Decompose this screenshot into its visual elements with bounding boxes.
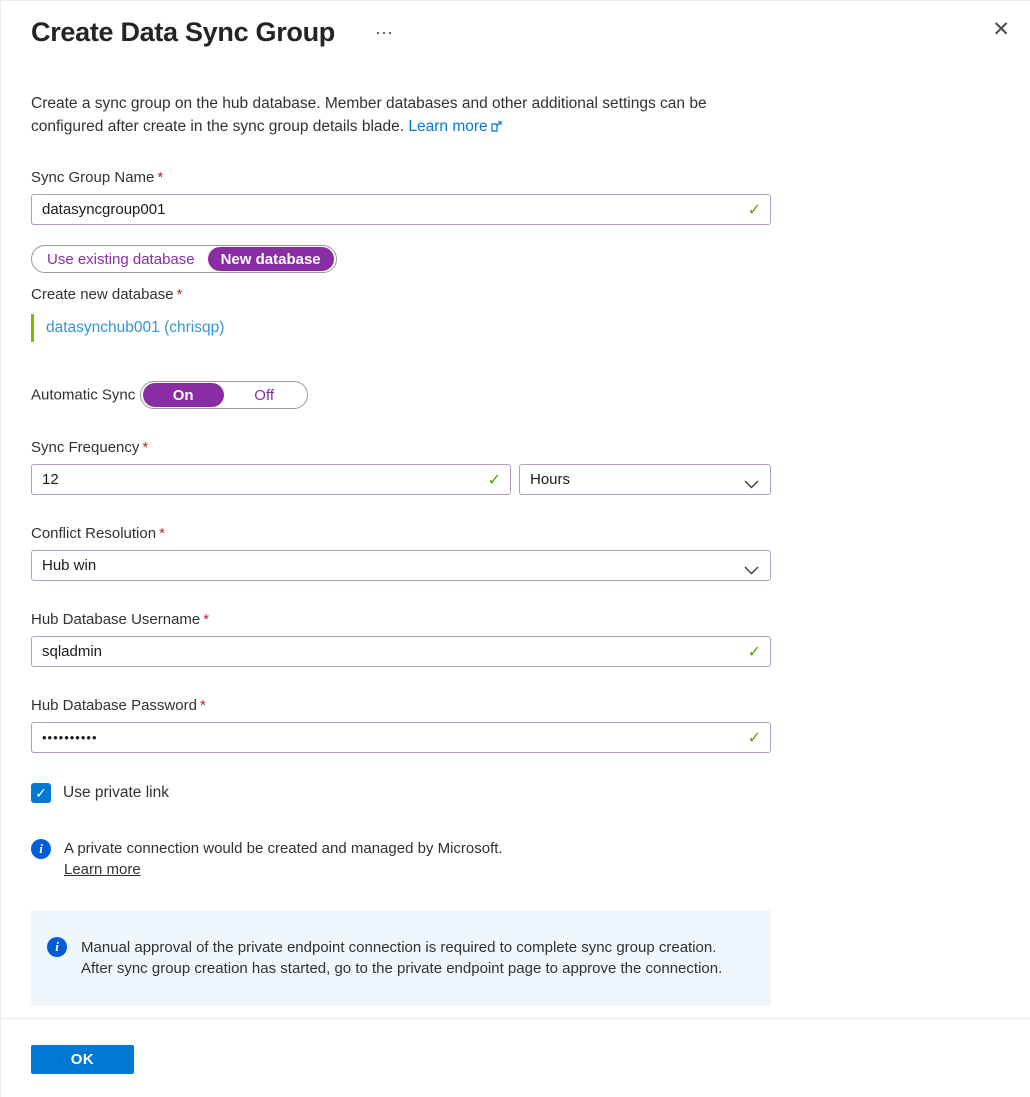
blade-content bbox=[1, 92, 799, 1006]
conflict-resolution-field bbox=[31, 525, 799, 581]
sync-group-name-input[interactable] bbox=[31, 194, 771, 225]
automatic-sync-toggle bbox=[140, 381, 308, 409]
selected-database-link[interactable]: datasynchub001 (chrisqp) bbox=[46, 319, 225, 336]
hub-password-field bbox=[31, 697, 799, 753]
blade-header bbox=[1, 1, 1030, 48]
sync-frequency-label: Sync Frequency * bbox=[31, 439, 149, 456]
valid-check-icon: ✓ bbox=[747, 730, 761, 747]
database-mode-toggle bbox=[31, 245, 337, 273]
use-private-link-checkbox[interactable] bbox=[31, 783, 51, 803]
required-asterisk: * bbox=[159, 525, 165, 542]
required-asterisk: * bbox=[157, 169, 164, 186]
blade-footer bbox=[1, 1018, 1030, 1097]
sync-group-name-label: Sync Group Name * bbox=[31, 169, 164, 186]
valid-check-icon: ✓ bbox=[747, 644, 761, 661]
more-options-icon[interactable]: ⋯ bbox=[371, 22, 397, 44]
automatic-sync-off-option[interactable]: Off bbox=[224, 383, 305, 407]
manual-approval-info-box bbox=[31, 910, 771, 1006]
ok-button[interactable]: OK bbox=[31, 1045, 134, 1074]
hub-username-field bbox=[31, 611, 799, 667]
info-icon: i bbox=[47, 937, 67, 957]
private-link-learn-more-link[interactable]: Learn more bbox=[64, 861, 141, 878]
private-link-note bbox=[31, 839, 771, 880]
chevron-down-icon bbox=[744, 562, 759, 579]
required-asterisk: * bbox=[199, 697, 206, 714]
valid-check-icon: ✓ bbox=[747, 202, 761, 219]
required-asterisk: * bbox=[176, 286, 183, 303]
automatic-sync-label: Automatic Sync bbox=[31, 386, 136, 404]
sync-frequency-field bbox=[31, 439, 799, 495]
conflict-resolution-label: Conflict Resolution * bbox=[31, 525, 165, 542]
checkbox-check-icon: ✓ bbox=[35, 784, 47, 801]
close-icon[interactable]: ✕ bbox=[992, 18, 1010, 41]
info-icon: i bbox=[31, 839, 51, 859]
use-private-link-row bbox=[31, 783, 799, 803]
use-existing-database-option[interactable]: Use existing database bbox=[34, 247, 208, 271]
description-text: Create a sync group on the hub database. Member databases and other additional settings can be configured after create in the sync group details blade. bbox=[31, 95, 707, 135]
blade-description bbox=[31, 92, 771, 139]
selected-database-picker bbox=[31, 314, 451, 342]
conflict-resolution-value: Hub win bbox=[42, 557, 97, 574]
external-link-icon bbox=[491, 116, 502, 139]
valid-check-icon: ✓ bbox=[487, 472, 501, 489]
sync-frequency-input[interactable] bbox=[31, 464, 511, 495]
sync-frequency-unit-dropdown[interactable] bbox=[519, 464, 771, 495]
private-link-note-text: A private connection would be created and managed by Microsoft. bbox=[64, 840, 503, 857]
hub-username-label: Hub Database Username * bbox=[31, 611, 210, 628]
required-asterisk: * bbox=[142, 439, 149, 456]
page-title: Create Data Sync Group bbox=[31, 17, 335, 47]
manual-approval-text: Manual approval of the private endpoint connection is required to complete sync group creation. After sync group creation has started, go to the private endpoint page to approve the connection. bbox=[81, 939, 723, 977]
chevron-down-icon bbox=[744, 476, 759, 493]
hub-password-label: Hub Database Password * bbox=[31, 697, 206, 714]
conflict-resolution-dropdown[interactable] bbox=[31, 550, 771, 581]
new-database-option[interactable]: New database bbox=[208, 247, 334, 271]
required-asterisk: * bbox=[203, 611, 210, 628]
create-new-database-field bbox=[31, 286, 799, 342]
create-new-database-label: Create new database * bbox=[31, 286, 183, 303]
hub-username-input[interactable] bbox=[31, 636, 771, 667]
learn-more-link[interactable]: Learn more bbox=[408, 118, 501, 135]
automatic-sync-on-option[interactable]: On bbox=[143, 383, 224, 407]
automatic-sync-field bbox=[31, 372, 799, 409]
sync-group-name-field bbox=[31, 169, 799, 225]
hub-password-input[interactable] bbox=[31, 722, 771, 753]
use-private-link-label: Use private link bbox=[63, 784, 169, 801]
sync-frequency-unit-value: Hours bbox=[530, 471, 571, 488]
